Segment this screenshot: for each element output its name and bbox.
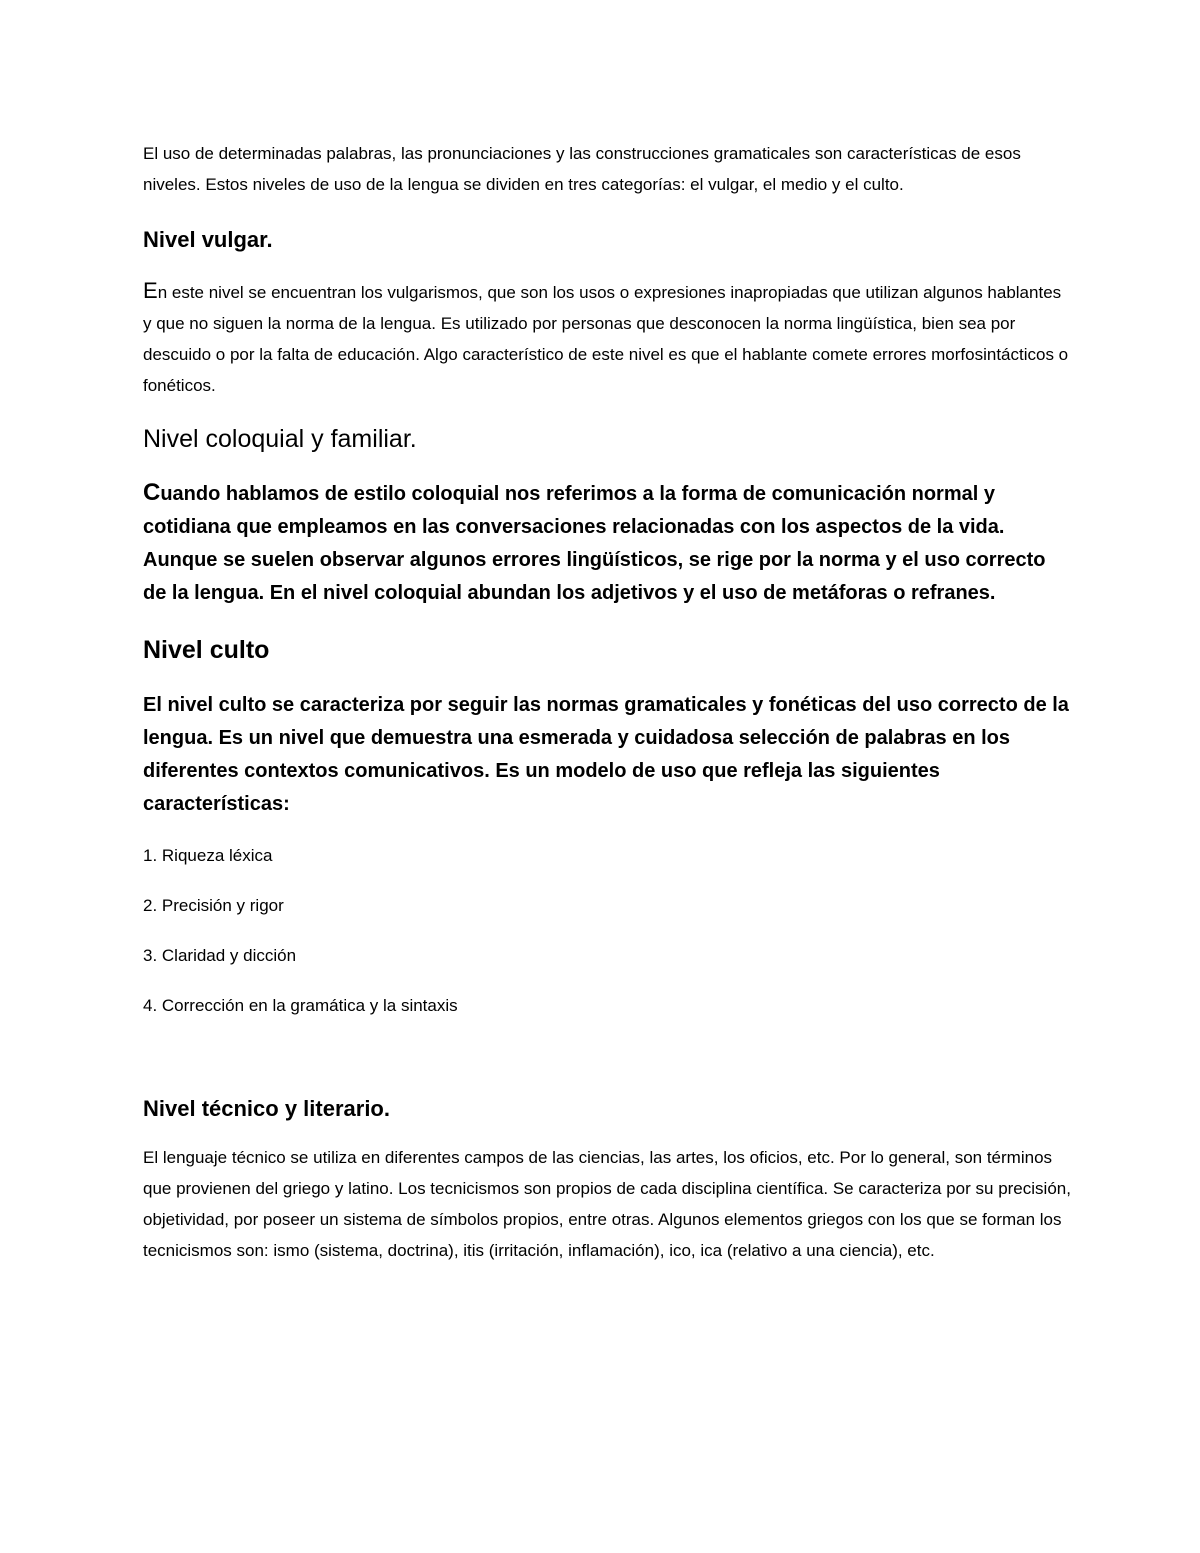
paragraph-nivel-vulgar [143, 275, 1073, 401]
intro-paragraph: El uso de determinadas palabras, las pronunciaciones y las construcciones gramaticales son características de esos niveles. Estos niveles de uso de la lengua se dividen en tres categorías: el vulgar, el medio y el culto. [143, 144, 1021, 194]
drop-initial: E [143, 278, 158, 303]
heading-nivel-vulgar: Nivel vulgar. [143, 227, 273, 252]
paragraph-text: uando hablamos de estilo coloquial nos referimos a la forma de comunicación normal y cotidiana que empleamos en las conversaciones relacionadas con los aspectos de la vida. Aunque se suelen observar algunos errores lingüísticos, se rige por la norma y el uso correcto de la lengua. En el nivel coloquial abundan los adjetivos y el uso de metáforas o refranes. [143, 483, 1046, 604]
paragraph-nivel-tecnico: El lenguaje técnico se utiliza en diferentes campos de las ciencias, las artes, los oficios, etc. Por lo general, son términos que provienen del griego y latino. Los tecnicismos son propios de cada disciplina científica. Se caracteriza por su precisión, objetividad, por poseer un sistema de símbolos propios, entre otras. Algunos elementos griegos con los que se forman los tecnicismos son: ismo (sistema, doctrina), itis (irritación, inflamación), ico, ica (relativo a una ciencia), etc. [143, 1148, 1071, 1260]
heading-nivel-tecnico: Nivel técnico y literario. [143, 1096, 390, 1121]
heading-nivel-culto: Nivel culto [143, 636, 270, 664]
list-item: 3. Claridad y dicción [143, 946, 297, 965]
document-page [143, 138, 1073, 1266]
list-item: 1. Riqueza léxica [143, 846, 273, 865]
heading-nivel-coloquial: Nivel coloquial y familiar. [143, 425, 417, 453]
list-item: 4. Corrección en la gramática y la sintaxis [143, 996, 458, 1015]
paragraph-nivel-culto: El nivel culto se caracteriza por seguir las normas gramaticales y fonéticas del uso correcto de la lengua. Es un nivel que demuestra una esmerada y cuidadosa selección de palabras en los diferentes contextos comunicativos. Es un modelo de uso que refleja las siguientes características: [143, 694, 1069, 815]
list-item: 2. Precisión y rigor [143, 896, 284, 915]
paragraph-nivel-coloquial [143, 476, 1073, 610]
drop-initial: C [143, 479, 161, 506]
paragraph-text: n este nivel se encuentran los vulgarismos, que son los usos o expresiones inapropiadas que utilizan algunos hablantes y que no siguen la norma de la lengua. Es utilizado por personas que desconocen la norma lingüística, bien sea por descuido o por la falta de educación. Algo característico de este nivel es que el hablante comete errores morfosintácticos o fonéticos. [143, 283, 1069, 395]
